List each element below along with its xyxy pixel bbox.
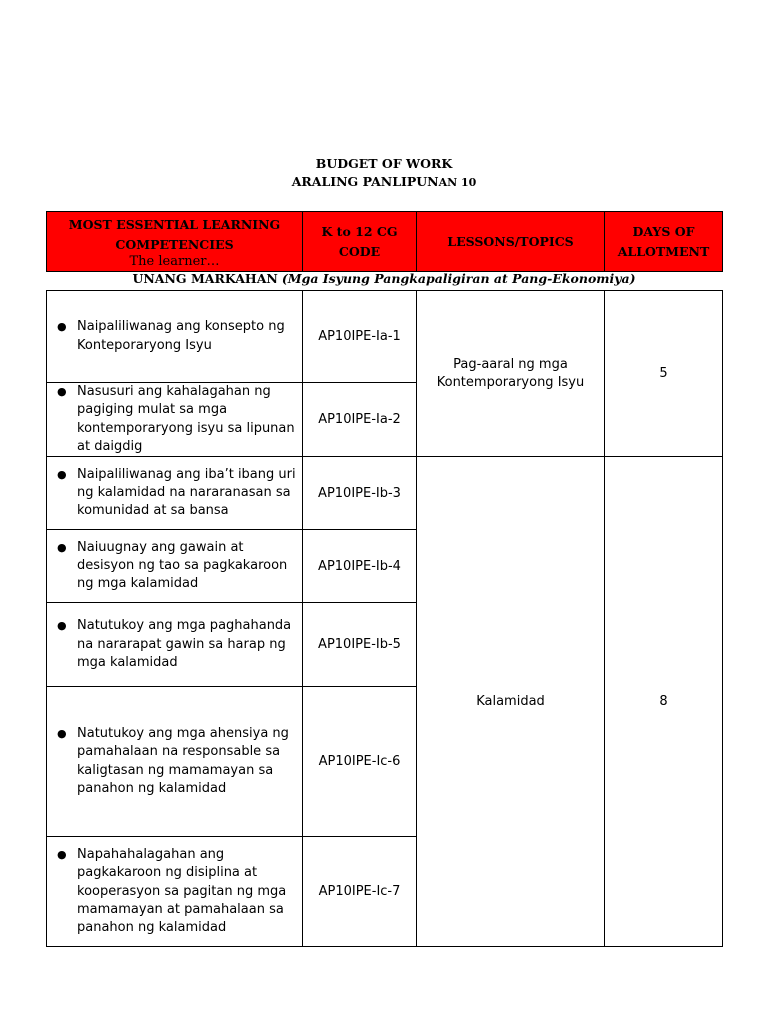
code-cell: AP10IPE-Ic-6: [303, 687, 417, 837]
competency-cell: [47, 530, 303, 603]
competency-text: Natutukoy ang mga paghahanda na nararapat gawin sa harap ng mga kalamidad: [77, 618, 292, 670]
bullet-icon: ●: [57, 619, 67, 633]
code-cell: AP10IPE-Ib-4: [303, 530, 417, 603]
competency-cell: [47, 687, 303, 837]
subtitle-small: AN 10: [438, 176, 477, 189]
header-competencies-label: MOST ESSENTIAL LEARNING COMPETENCIES: [68, 216, 281, 252]
code-cell: AP10IPE-Ib-3: [303, 457, 417, 530]
competency-cell: [47, 837, 303, 947]
bullet-icon: ●: [57, 320, 67, 334]
bullet-icon: ●: [57, 847, 67, 861]
header-code: K to 12 CG CODE: [303, 212, 417, 272]
competency-cell: [47, 457, 303, 530]
days-cell: 8: [605, 457, 723, 947]
code-cell: AP10IPE-Ia-1: [303, 291, 417, 383]
lesson-cell: Pag-aaral ng mga Kontemporaryong Isyu: [417, 291, 605, 457]
days-cell: 5: [605, 291, 723, 457]
competency-cell: [47, 603, 303, 687]
header-days: DAYS OF ALLOTMENT: [605, 212, 723, 272]
budget-table: [46, 290, 723, 947]
competency-text: Natutukoy ang mga ahensiya ng pamahalaan na responsable sa kaligtasan ng mamamayan sa panahon ng kalamidad: [77, 726, 289, 796]
competency-text: Naipaliliwanag ang konsepto ng Konteporaryong Isyu: [77, 319, 285, 353]
competency-text: Naipaliliwanag ang iba’t ibang uri ng kalamidad na nararanasan sa komunidad at sa bansa: [77, 466, 296, 519]
code-cell: AP10IPE-Ia-2: [303, 383, 417, 457]
document-subtitle: [0, 174, 768, 189]
subtitle-main: ARALING PANLIPUN: [291, 174, 439, 189]
header-table: [46, 211, 723, 272]
bullet-icon: ●: [57, 385, 67, 398]
lesson-cell: Kalamidad: [417, 457, 605, 947]
header-competencies: [47, 212, 303, 272]
document-title: BUDGET OF WORK: [315, 156, 453, 171]
table-row: [47, 457, 723, 530]
code-cell: AP10IPE-Ic-7: [303, 837, 417, 947]
bullet-icon: ●: [57, 467, 67, 481]
bullet-icon: ●: [57, 540, 67, 554]
quarter-subtitle: (Mga Isyung Pangkapaligiran at Pang-Ekonomiya): [281, 271, 636, 286]
competency-text: Napahahalagahan ang pagkakaroon ng disiplina at kooperasyon sa pagitan ng mga mamamayan at pamahalaan sa panahon ng kalamidad: [77, 846, 287, 936]
quarter-heading: [46, 271, 722, 286]
bullet-icon: ●: [57, 727, 67, 741]
code-cell: AP10IPE-Ib-5: [303, 603, 417, 687]
header-lessons: LESSONS/TOPICS: [417, 212, 605, 272]
header-learner-label: The learner…: [129, 253, 220, 269]
table-row: [47, 291, 723, 383]
competency-cell: [47, 383, 303, 457]
competency-text: Nasusuri ang kahalagahan ng pagiging mulat sa mga kontemporaryong isyu sa lipunan at daigdig: [77, 384, 295, 454]
competency-cell: [47, 291, 303, 383]
quarter-label: UNANG MARKAHAN: [132, 271, 278, 286]
competency-text: Naiuugnay ang gawain at desisyon ng tao sa pagkakaroon ng mga kalamidad: [77, 539, 288, 592]
